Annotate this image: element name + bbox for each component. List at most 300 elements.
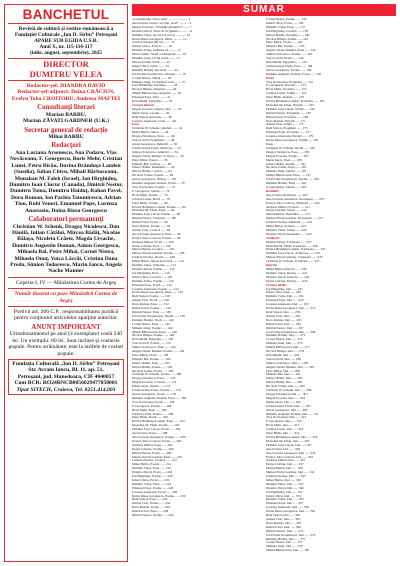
sumar-entry: Marian Zăvati Gardner, Traducere ...... 235 [266,256,323,260]
sumar-entry: Marin Iancu, Eseu ...... 189 [266,158,302,162]
sumar-entry: Nicoleta Crăete, Eseu ...... 193 [266,166,307,170]
sumar-entry: Mircea Bădăţ, Cronică ...... 64 [132,170,172,174]
sumar-entry: Simion Todoresco, Idei ...... 285 [266,361,309,365]
sumar-entry: Doru Roman, Idei ...... 367 [266,521,302,525]
sumar-entry: Monahan M. Falek, Nuvelă ...... 163 [266,103,314,107]
cover-note: Coperta I, IV — Mănăstirea Curtea de Argeş [15,279,117,286]
sumar-entry: Anton Georgescu, Poeme ...... 149 [266,68,312,72]
sumar-entry: Lorenza Anastasiu, Poeme ...... 124 [132,287,179,291]
honorary-name: Marian ZĂVATI GARDNER (U.K.) [22,118,110,125]
sumar-entry: Emanuel Pope, Idei ...... 253 [266,299,304,303]
sumar-entry: Mircea Mehr, Seară contemplaţii ....... 19 [132,53,187,57]
sumar-column-right [266,18,394,562]
sumar-entry: Dumitru Augustin Doman, Idei ...... 311 [266,412,319,416]
sumar-entry: Marian Zăvati Gardner, Document ...... 217 [266,217,324,221]
sumar-entry: Adrian Tion, Idei ...... 365 [266,518,301,521]
sumar-entry: Petru Birău, Roman ...... 159 [266,96,304,100]
sumar-entry: Vlas Novăceanu, Idei ...... 313 [266,416,307,420]
sumar-entry: Iulian Chivu, Proză ...... 222 [132,478,170,482]
sumar-entry: Mihaela Bal, Poeme ...... 143 [266,45,305,49]
director-name: DUMITRU VELEA [29,68,103,79]
sumar-entry: Rahan Pavel, Eseu ...... 238 [132,510,169,514]
magazine-page [4,4,396,562]
sumar-entry: Mihaela Bal, Idei ...... 291 [266,373,301,377]
sumar-entry: Cristina Dana Preda, Idei ...... 307 [266,404,311,408]
sumar-entry: Monahan M. Falek, Eseu ..... 84 [132,209,175,213]
sumar-entry: Ana Luciana Arsenescu, Idei ...... 331 [266,451,316,455]
sumar-entry: Doru Roman, Eseu ...... 132 [132,303,169,307]
sumar-entry: Boris Mehr, Poeme ...... 76 [132,193,168,197]
sumar-entry: Mihaela Onuţ, Poeme ...... 144 [132,326,173,330]
sumar-entry: Dmitrii Nestor, Poeme ...... 240 [132,514,174,518]
sumar-entry: Mircea Iordan, Iarnă ....... 22 [132,60,170,64]
collaborators-list: Christian W. Schenk, Dragoş Niculescu, Dan Dănilă, Iulian Cătălui, Mircea Bădăţ, Nicolae Bălaşa, Nicoleta Crăete, Magda Ursache, Dumitru Augustin Doman, Anton Georgescu, Mihaela Bal, Petre Mihai, Cornel Nistea, Mihaela Onuţ, Voica Lăcrăi, Cristina Dana Preda, Simion Todoresco, Marin Iancu, Angela Nache Mamier [10,223,122,275]
sumar-entry: Evelyn Toba Croitoru, Memorii ...... 209 [266,201,320,205]
sumar-entry: Nicolae Bălaşa, Poeme ...... 148 [132,334,175,338]
sumar-entry: Evelyn Toba Croitoru, Proză ...... 202 [132,439,182,443]
sumar-entry: Petre Mihai, Proză ...... 158 [132,353,169,357]
sumar-entry: Doina Crăciun, Poeme ...... 206 [132,447,174,451]
sumar-entry: Monahan M. Falek, Poeme ...... 194 [132,424,180,428]
sumar-entry: Dumitru Haiduţ, Recviem ........ 24 [132,68,178,72]
sumar-entry: Dumitru Ioan Ciucur, Idei ...... 327 [266,443,312,447]
sumar-category: Traduceri [266,236,280,240]
sumar-entry: Marian Barbu, Idei ...... 339 [266,467,303,471]
sumar-entry: Boris Mehr, Povestire ...... 155 [266,88,307,92]
sumar-title: SUMAR [132,4,396,16]
sumar-entry: Vlas Novăceanu, Poeme ....... 72 [132,185,176,189]
sumar-entry: Dragoş Niculescu, Eseu ...... 185 [266,150,310,154]
sumar-entry: Ion Hirghiduş, Idei ...... 247 [266,287,303,291]
sumar-entry: Dumitru Ţaan, Ciclul poem ........ 21 [132,57,180,61]
sumar-entry: Dumitru Ioan Ciucur, Traducere ...... 233 [266,252,320,256]
sumar-entry: Ion Hirghiduş, Eseu ...... 116 [132,271,170,275]
sumar-entry: Mihai Barbu, Idei ...... 345 [266,478,302,482]
sumar-category: Eseu [132,123,139,127]
sumar-entry: Mihai Barbu, Jurnal de lectură ...... 110 [132,260,184,264]
sumar-entry: Dumitru Velea, Eseu ...... 216 [132,467,171,471]
sumar-entry: Simion Todoresco, Poeme ...... 145 [266,53,313,57]
sumar-entry: Ana Podaru, Idei ...... 329 [266,447,300,451]
contact-box [8,359,124,395]
sumar-entry: Lorenza Anastasiu, Idei ...... 255 [266,303,309,307]
sumar-entry: Ana Podaru, Restituire ...... 205 [266,193,308,197]
sumar-entry: Mihaela Onuţ, Idei ...... 379 [266,545,303,549]
divider [8,80,124,81]
sumar-entry: Petru Birău, Proză ...... 190 [132,416,168,420]
sumar-entry: Emanuel Pope, Povestire ...... 177 [266,131,311,135]
sumar-entry: Cristian Nachea (BCU) ........ 15 [132,41,175,45]
sumar-entry: Mihail Bărbuceanu, Idei ...... 381 [266,549,310,553]
sumar-entry: Vlas Novăceanu, Fragment ...... 151 [266,80,314,84]
sumar-entry: Dan Dănilă, Idei ...... 281 [266,353,300,357]
sumar-entry: Dumitru Toma, Eseu ...... 137 [266,25,305,29]
sumar-entry: Mircea Bădăţ, Idei ...... 295 [266,381,303,385]
sumar-entry: Nicolae Bălaşa, Deşertul ........ 29 [132,88,177,92]
sumar-entry: Doina Rizea Georgescu, Pâine ........... 14 [132,37,187,41]
sumar-entry: Evelyn Toba Croitoru, Poeme ..... 98 [132,236,181,240]
appears-note: APARE SUB EGIDA U.S.R. [34,38,98,44]
sumar-entry: Doru Roman, Idei ...... 263 [266,318,302,322]
sumar-entry: Mihaela Bal, Poeme ...... 160 [132,357,171,361]
sumar-entry: Doru Roman, Nuvelă ...... 171 [266,119,306,123]
sumar-entry: Cristina Dana Preda, Eseu ...... 148 [266,64,313,68]
sumar-entry: Dorina Brânduşa Landen, Eseu ...... 192 [132,420,185,424]
sumar-entry: Vlas Novăceanu, Proză ...... 182 [132,400,175,404]
honorary-label: Consultanţi literari [37,103,95,112]
sumar-entry: Dorina Brânduşa Landen, Povestire ...... 161 [266,100,325,104]
sumar-category: Proză [266,76,274,80]
sumar-entry: Adrian Tion, Schiţă ...... 173 [266,123,304,127]
sumar-entry: Cristian Nachea, Istorie ...... 108 [132,256,175,260]
sumar-entry: Emanuel Pope, Zbor ........ 31 [132,96,171,100]
sumar-entry: Anton Georgescu, Reflecţii ..... 50 [132,143,178,146]
sumar-entry: Dorina Brânduşa Landen, Idei ...... 323 [266,435,318,439]
sumar-entry: Iulian Cătălui, Eseu ...... 162 [132,361,170,365]
notice-label: ANUNŢ IMPORTANT [31,322,101,331]
sumar-entry: Mihail Bărbuceanu, Eseu ...... 197 [266,174,311,178]
sumar-entry: Ion Pachia Tatomirescu, Studiu ...... 199 [266,178,319,182]
sumar-entry: Andreea Maftei, Proză ...... 100 [132,240,174,244]
sumar-entry: Cristian Lunei, Poeme ...... 188 [132,412,174,416]
sumar-entry: Dragoş Niculescu, Note ....... 46 [132,135,175,139]
sumar-entry: F. Georgescu, Poeme ...... 184 [132,404,172,408]
sumar-entry: Lorenza Anastasiu, Nuvelă ...... 179 [266,135,314,139]
sumar-entry: Cristina Dana Preda, Poeme ...... 176 [132,389,181,393]
sumar-entry: Emanuel Pope, Idei ...... 357 [266,502,304,506]
sumar-entry: Lorenza Anastasiu, Carte ....... 40 [132,119,176,123]
sumar-entry: Anton Georgescu, Dialog ...... 68 [132,178,176,182]
sumar-entry: Dumitru Velea, Idei ...... 347 [266,482,304,486]
sumar-entry: Anton Georgescu, Proză ...... 178 [132,393,176,396]
sumar-entry: Iulian Chivu, Idei ...... 353 [266,494,301,498]
sumar-entry: Angela Nache Mamier, Scrisori ...... 56 [132,154,184,158]
sumar-entry: Mihail Bărbuceanu, Ardealul ....... 30 [132,92,182,96]
issue-date: (iulie, august, septembrie), 2025 [30,50,102,56]
sumar-entry: Simion Todoresco, Eseu ...... 154 [132,346,176,350]
sumar-entry: Mihaela Onuţ, La sfârşitul verii ........ 27 [132,80,186,84]
sumar-entry: Marian Zăvati Gardner, Idei ...... 341 [266,471,315,475]
sumar-entry: Marian Barbu, Cronică ...... 104 [132,248,175,252]
sumar-entry: Ana Luciana Arsenescu, Poeme ...... 200 [132,435,186,439]
sumar-entry: Andreea Maftei, Eseu ...... 204 [132,443,173,447]
sumar-entry: Voica Lăcrăi, Idei ...... 283 [266,357,302,361]
sumar-entry: Dmitrii Nestor, Eseu ...... 136 [132,310,171,314]
sumar-entry: Cristian Nachea, Cronică ...... 212 [132,459,177,463]
sumar-entry: Emanuel Pope, Proză ...... 122 [132,283,172,287]
sumar-entry: Rahan Pavel, Proză ...... 90 [132,221,168,225]
sumar-entry: Ana Luciana Arsenescu, Eseu ..... 96 [132,232,181,236]
legal-disclaimer: Portivit art. 206 C.P., responsabilitatea juridică pentru conţinutul articolelor aparţine autorilor. [13,308,119,322]
sumar-entry: Cornel Nistea, Sfârşit ....... 26 [132,76,172,80]
editor-line: Evelyn Toba CROITORU, Andreea MAFTEI [11,95,121,102]
sumar-entry: Emanuel Pope, Poeme ...... 226 [132,486,174,490]
sumar-entry: Iulian Chivu, Proză ...... 136 [266,21,304,25]
sumar-entry: Adrian Tion, Idei ...... 261 [266,314,301,318]
sumar-entry: Rahan Pavel, Povestire ...... 169 [266,115,309,119]
sumar-entry: Rahan Pavel, Poeme ...... 134 [132,307,171,311]
collaborators-label: Colaboratori permanenţi [28,215,104,223]
sumar-entry: Petre Mihai, Proză ...... 142 [266,41,303,45]
sumar-entry: Lorenza Anastasiu, Idei ...... 359 [266,506,309,510]
notice-text: Urmabonamentul pe anul (4 exemplare) costă 240 lei. Un exemplu: 60 lei. Sunt incluse şi costurile poştale. Pentru străinătate, este la tarifele de costuri poştale. [8,331,124,357]
sumar-entry: Dumitru Augustin Doman, Proză ...... 150 [266,72,322,76]
sumar-entry: Cornel Nistea, Studiu ...... 203 [266,185,307,189]
sumar-entry: Dmitrii Nestor, Idei ...... 267 [266,326,304,330]
issue-theme: Număr ilustrat cu poze Mănăstirii Curtea de Argeş [14,291,118,304]
director-label: DIRECTOR [43,59,89,69]
sumar-entry: Dan Dănilă, Epigrame ...... 150 [132,338,174,342]
sumar-entry: Petre Mihai, Eseuri ...... 58 [132,158,168,162]
sumar-entry: Cornel Nistea, Poeme ...... 135 [266,18,307,21]
sumar-entry: Dumitru Augustin Doman, Eseu ...... 180 [132,396,187,400]
sumar-entry: Angela Nache Mamier, Poeme ...... 156 [132,350,185,354]
sumar-entry: Dumitru Velea, Istoria la locul ei ............ 12 [132,33,190,37]
sumar-entry: Marin Iancu, Lecturi ...... 36 [132,111,170,115]
sumar-entry: Ana Podaru, Eseu ...... 198 [132,432,168,436]
sumar-entry: Simion Todoresco, Amintiri ..... 54 [132,150,178,154]
sumar-entry: Dumitru Velea, Editorial ...... 112 [132,264,176,268]
sumar-entry: „Considerenţe critice bani” ....................... 3 [132,18,191,21]
divider [8,306,124,307]
sumar-entry: Voica Lăcrăi, Fragmente ...... 48 [132,139,175,143]
issue-number: Anul X, nr. 115-116-117 [39,44,93,50]
sumar-entry: Dan Dănilă, Epigrame ...... 147 [266,60,308,64]
sumar-entry: Rahan Pavel, Idei ...... 265 [266,322,301,326]
sumar-entry: Mircea Bădăţ, Nocturne ...... 140 [266,33,310,37]
sumar-entry: Iulian Chivu, Idei ...... 249 [266,291,301,295]
sumar-entry: Cristian Nachea, Memorii ...... 219 [266,221,312,225]
sumar-entry: Cornel Nistea, Idei ...... 273 [266,338,303,342]
sumar-entry: Rubi Veneri, Idei ...... 259 [266,310,301,314]
sumar-entry: Andreea Maftei, Idei ...... 335 [266,459,306,463]
sumar-entry: Cornel Nistea, Eseu ...... 142 [132,322,170,326]
sumar-entry: Voica Lăcrăi, Poeme ...... 152 [132,342,171,346]
sumar-entry: Dumitru Toma, Poeme ...... 120 [132,279,174,283]
sumar-entry: Angela Nache Mamier, Idei ...... 287 [266,365,315,369]
sumar-entry: Ana Podaru, Istorie cercului „Iosif” ........... 4 [132,21,192,25]
sumar-category: Cronica ideilor [266,283,287,287]
editor-line: Redactor-şef: DIANDRA DAVID [26,83,106,89]
sumar-entry: Nicoleta Crăete, Proză ...... 166 [132,369,174,373]
sumar-entry: Dan Dănilă, Epigrame ....... 32 [132,100,173,104]
sumar-entry: Christian W. Schenk, Idei ...... 299 [266,389,312,393]
sumar-entry: Adrian Tion, Poeme ...... 234 [132,502,171,506]
sumar-entry: Marian Zăvati Gardner, Poeme ...... 106 [132,252,185,256]
sumar-entry: Ion Pachia Tatomirescu, Ofrande ....... 25 [132,72,187,76]
masthead-column [4,4,128,562]
sumar-entry: Angela Nache Mamier, Eseu ...... 144 [266,49,316,53]
sumar-entry: Voica Lăcrăi, Proză ...... 146 [266,57,304,61]
sumar-entry: Ion Pachia Tatomirescu, Idei ...... 373 [266,533,316,537]
sumar-entry: Diandra David, Să fie în cu gândul ............ 11 [132,29,193,33]
sumar-entry: Cristian Lunei, Proză ...... 78 [132,197,170,201]
sumar-entry: Cornel Nistea, Idei ...... 377 [266,541,303,545]
sumar-entry: Mihaela Onuţ, Studiu ...... 195 [266,170,307,174]
sumar-entry: Rahan Pavel, Idei ...... 369 [266,525,301,529]
sumar-entry: Mihai Barbu, Interviu ...... 239 [266,268,307,271]
sumar-entry: Dumitru Haiduţ, Eseu ...... 201 [266,182,307,186]
sumar-entry: Magda Ursache, Idei ...... 303 [266,396,306,400]
sumar-entry: Rubi Veneri, Poeme ...... 128 [132,295,170,299]
sumar-entry: Cristian Nachea, Idei ...... 343 [266,475,306,479]
sumar-entry: Nicolae Bălaşa, Poeme ...... 141 [266,37,309,41]
divider [8,288,124,289]
sumar-entry: Iulian Cătălui, Însemnări ...... 62 [132,166,175,170]
contact-line: Petroşani, jud. Hunedoara, CIF 4040057 [17,373,115,380]
sumar-entry: F. Georgescu, Idei ...... 315 [266,420,302,424]
sumar-entry: Diandra David, Interviu ...... 243 [266,275,310,279]
sumar-entry: F. Georgescu, Studiu ...... 74 [132,189,170,193]
sumar-entry: Cristian Lunei, Idei ...... 319 [266,428,304,432]
sumar-column-left [132,18,260,562]
sumar-entry: Cristina Dana Preda, Memorii ..... 52 [132,146,181,150]
sumar-entry: Rubi Veneri, Fragment ...... 175 [266,127,308,131]
sumar-entry: Monahan M. Falek, Traducere ...... 229 [266,244,318,248]
sumar-entry: Doina Rizea Georgescu, Schiţă ...... 181 [266,139,319,143]
sumar-entry: Rubi Veneri, Idei ...... 363 [266,514,301,518]
sumar-entry: Dragoş Niculescu, Eseu ...... 170 [132,377,176,381]
contact-line: Tipar SITECH, Craiova, Tel. 0251.414.003 [16,386,116,393]
sumar-entry: Dumitru Toma, Idei ...... 355 [266,498,304,502]
sumar-entry: Doina Rizea Georgescu, Idei ...... 361 [266,510,316,514]
sumar-entry: Marin Iancu, Studiu ...... 174 [132,385,171,389]
sumar-entry: Doina Rizea Georgescu, Eseu ...... 126 [132,291,183,295]
magazine-title: BANCHETUL [8,7,124,24]
contact-line: Fundaţia Culturală „Ion D. Sîrbu” Petroşani [12,360,120,367]
sumar-entry: Iulian Cătălui, Idei ...... 293 [266,377,303,381]
sumar-entry: Mircea Bădăţ, Poeme ...... 164 [132,365,173,369]
sumar-entry: Dumitru Ioan Ciucur, Schiţă ...... 165 [266,107,315,111]
sumar-entry: Rubi Veneri, Recenzie ...... 38 [132,115,172,119]
divider [8,277,124,278]
sumar-entry: F. Georgescu, Nuvelă ...... 153 [266,84,306,88]
sumar-entry: Monahan M. Falek, Idei ...... 325 [266,439,310,443]
sumar-entry: Rubi Veneri, Eseu ...... 232 [132,498,168,502]
sumar-entry: Diandra David, Idei ...... 349 [266,486,304,490]
sumar-entry: Diandra David, Proză ...... 218 [132,471,173,475]
sumar-entry: Dragoş Niculescu, Idei ...... 301 [266,393,308,396]
sumar-entry: Dumitru Toma, Eseu ...... 224 [132,482,171,486]
sumar-entry: Mihail Bărbuceanu, Idei ...... 277 [266,346,310,350]
sumar-entry: Boris Mehr, Eseu ...... 186 [132,408,167,412]
sumar-entry: Evelyn Toba Croitoru, Idei ...... 333 [266,455,313,459]
sumar-entry: Lorenza Anastasiu, Proză ...... 228 [132,490,178,494]
sumar-entry: Dumitru Haiduţ, Idei ...... 271 [266,334,306,338]
sumar-entry: Doina Crăciun, Eseu ...... 102 [132,244,171,248]
secretariat-name: Mihai BARBU [48,134,84,141]
sumar-entry: Dumitru Ioan Ciucur, Poeme ...... 86 [132,213,181,217]
sumar-entry: Boris Mehr, Idei ...... 317 [266,424,300,428]
sumar-entry: Nicoleta Crăete, Idei ...... 297 [266,385,305,389]
sumar-entry: Iulian Chivu, Cronică ...... 118 [132,275,173,279]
sumar-entry: Andreea Maftei, Scrisori ...... 211 [266,205,311,209]
sumar-entry: Anton Georgescu, Idei ...... 309 [266,408,308,412]
sumar-entry: Adrian Tion, Proză ...... 130 [132,299,169,303]
sumar-entry: Ion Hirghiduş, Cronică ...... 138 [266,29,308,33]
sumar-entry: Ion Pachia Tatomirescu, Studiu ...... 138 [132,314,185,318]
sumar-entry: Dmitrii Nestor, Traducere ...... 227 [266,240,312,244]
sumar-entry: Adrian Tion, Cronică ...... 94 [132,228,171,232]
sumar-category: Eseu [266,143,273,146]
sumar-entry: Dorina Brânduşa Landen, Poeme ...... 82 [132,205,186,209]
sumar-entry: Doina Rizea Georgescu, Poeme ...... 230 [132,494,186,498]
sumar-entry: Ion Pachia Tatomirescu, Idei ...... 269 [266,330,316,334]
sumar-entry: Adrian Stoica, Portret ....... 16 [132,45,172,49]
sumar-entry: Doru Roman, Proză ...... 236 [132,506,170,510]
sumar-entry: Mihai Barbu, Jurnal ...... 44 [132,131,169,135]
sumar-entry: Ana Luciana Arsenescu, Document ...... 207 [266,197,325,201]
sumar-entry: Marin Iancu, Idei ...... 305 [266,400,301,404]
contact-line: Cont BCR: RO24RNCB0056029477850001 [14,380,118,387]
sumar-entry: Magda Ursache, Studiu ...... 187 [266,154,309,158]
contact-line: Str. Avram Iancu, Bl. 11, ap. 51, [28,367,104,374]
sumar-entry: Mihai Barbu, Scrisori ...... 221 [266,225,307,229]
sumar-entry: Mihaela Bal, Cuvinte ....... 60 [132,162,172,166]
sumar-entry: Magda Ursache, Despre cărţi ....... 33 [132,107,182,111]
staff-list: Ana Luciana Arsenescu, Ana Podaru, Vlas Novăceanu, F. Georgescu, Boris Mehr, Cristian Lunei, Petru Birău, Dorina Brânduşa Landen (Suedia), Iulian Chivu, Mihail Bărbuceanu, Monahan M. Falek (Israel), Ion Hirghiduş, Dumitru Ioan Ciucur (Canada), Dmitrii Nestor, Dumitru Toma, Dumitru Haiduţ, Rahan Pavel, Doru Roman, Ion Pachia Tatomirescu, Adrian Tion, Rubi Veneri, Emanuel Pope, Lorenza Anastasiu, Doina Rizea Georgescu [9,149,123,214]
sumar-entry: Iulian Chivu, Gând ........ 23 [132,64,169,68]
sumar-entry: Dorina Brânduşa Landen, Traducere ...... 231 [266,248,326,252]
sumar-entry: Dumitru Haiduţ, Idei ...... 375 [266,537,306,541]
sumar-entry: Magda Ursache, Cronică ...... 172 [132,381,177,385]
sumar-category: Interviu [266,264,277,268]
staff-label: Redacţori [51,141,81,150]
sumar-entry: Christian W. Schenk, Poeme ...... 168 [132,373,182,377]
sumar-entry: Diandra David, Restituire ...... 225 [266,232,312,236]
sumar-category: Cronică literară [132,103,154,107]
secretariat-label: Secretar general de redacţie [24,125,108,134]
sumar-entry: Dumitru Toma, Întâlnire 14 ......... 17 [132,49,181,53]
sumar-entry: Christian W. Schenk, Studiu ...... 183 [266,146,315,150]
sumar-entry: Dmitrii Nestor, Idei ...... 371 [266,529,304,533]
sumar-entry: Ion Hirghiduş, Idei ...... 351 [266,490,303,494]
sumar-entry: Marian Barbu, Proză ...... 208 [132,451,172,455]
sumar-entry: Nicolae Bălaşa, Idei ...... 279 [266,350,305,354]
sumar-entry: Petru Birău, Idei ...... 321 [266,432,300,436]
sumar-columns [132,18,396,562]
sumar-entry: Petru Birău, Poeme ...... 80 [132,201,168,205]
sumar-entry: Marian Barbu, Restituire ...... 215 [266,213,311,217]
sumar-entry: Doru Roman, Poeme ....... 92 [132,225,171,229]
sumar-entry: Marian Zăvati Gardner, Eseu ...... 210 [132,455,182,459]
sumar-entry: Dumitru Haiduţ, Proză ...... 140 [132,318,174,322]
honorary-name: Marian BARBU, [45,111,87,118]
sumar-entry: Doina Crăciun, Jurnal ...... 213 [266,209,307,213]
sumar-entry: Iulian Cătălui, Studiu ...... 191 [266,162,306,166]
sumar-entry: Mihail Bărbuceanu, Eseu ...... 146 [132,330,177,334]
sumar-entry: Nicoleta Crăete, Poeme ...... 66 [132,174,174,178]
sumar-entry: Dumitru Velea, Dialog ...... 241 [266,271,308,275]
sumar-entry: Dumitru Velea, Jurnal ...... 223 [266,228,307,232]
sumar-entry: Dmitrii Nestor, Traduceri ...... 88 [132,217,176,221]
sumar-entry: Magda Ursache, „Virtuţiile ţinuturilor” ...... 7 [132,25,192,29]
sumar-entry: Christian W. Schenk, Gânduri ....... 42 [132,127,183,131]
sumar-entry: Petre Mihai, Idei ...... 289 [266,369,300,373]
sumar-entry: Mihai Barbu, Poeme ...... 214 [132,463,171,467]
sumar-entry: Doina Rizea Georgescu, Idei ...... 257 [266,307,316,311]
sumar-category: Restituiri [266,189,279,193]
sumar-entry: Mihaela Onuţ, Idei ...... 275 [266,342,303,346]
sumar-entry: Doina Crăciun, Idei ...... 337 [266,463,304,467]
sumar-entry: Christian W. Schenk, Traducere ...... 237 [266,260,320,264]
sumar-entry: Dumitru Augustin Doman, Proză ..... 70 [132,182,185,186]
sumar-entry: Dumitru Ioan Ciucur, Proză ...... 196 [132,428,181,432]
sumar-entry: Ioan Hirghiduş, Nocturne ........ 28 [132,84,178,88]
magazine-subtitle: Revistă de cultură şi rostire românească a Fundaţiei Culturale „Ion D. Sîrbu” Petroşani [14,26,118,38]
sumar-section [132,4,396,562]
sumar-entry: Ion Hirghiduş, Poeme ...... 220 [132,475,173,479]
